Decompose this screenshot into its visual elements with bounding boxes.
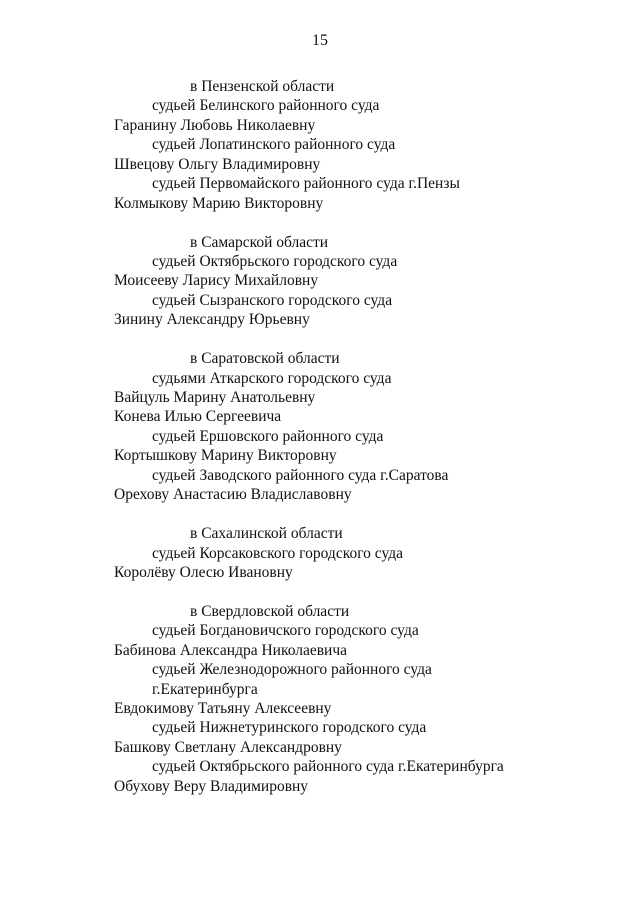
person-name: Кортышкову Марину Викторовну xyxy=(114,447,337,465)
person-name: Гаранину Любовь Николаевну xyxy=(114,116,316,134)
person-name: Королёву Олесю Ивановну xyxy=(114,563,293,581)
paragraph-gap xyxy=(0,330,640,349)
paragraph-gap xyxy=(0,582,640,601)
court-line: судьей Богдановичского городского суда xyxy=(152,622,419,640)
court-line: судьей Ершовского районного суда xyxy=(152,427,384,445)
person-name: Башкову Светлану Александровну xyxy=(114,738,342,756)
person-name: Конева Илью Сергеевича xyxy=(114,408,282,426)
court-line: судьей Октябрьского районного суда г.Екатеринбурга xyxy=(152,758,504,776)
person-name: Швецову Ольгу Владимировну xyxy=(114,155,321,173)
court-line: судьей Заводского районного суда г.Саратова xyxy=(152,466,449,484)
court-line: судьей Белинского районного суда xyxy=(152,97,380,115)
region-heading: в Пензенской области xyxy=(190,78,335,95)
region-heading: в Свердловской области xyxy=(190,602,350,620)
court-line: судьей Корсаковского городского суда xyxy=(152,544,404,562)
person-name: Бабинова Александра Николаевича xyxy=(114,641,348,659)
paragraph-gap xyxy=(0,505,640,524)
person-name: Вайцуль Марину Анатольевну xyxy=(114,389,316,406)
court-line: судьей Лопатинского районного суда xyxy=(152,136,396,154)
region-heading: в Самарской области xyxy=(190,233,329,251)
person-name: Евдокимову Татьяну Алексеевну xyxy=(114,700,332,717)
paragraph-gap xyxy=(0,213,640,232)
page-number: 15 xyxy=(312,32,328,49)
court-line: судьей Нижнетуринского городского суда xyxy=(152,719,427,737)
region-heading: в Саратовской области xyxy=(190,350,340,368)
court-line: судьей Октябрьского городского суда xyxy=(152,252,398,270)
court-line: судьей Сызранского городского суда xyxy=(152,291,393,309)
court-line: судьей Железнодорожного районного суда xyxy=(152,661,432,679)
court-line: г.Екатеринбурга xyxy=(152,680,258,698)
person-name: Моисееву Ларису Михайловну xyxy=(114,272,319,290)
court-line: судьей Первомайского районного суда г.Пензы xyxy=(152,175,460,193)
person-name: Колмыкову Марию Викторовну xyxy=(114,194,324,212)
person-name: Обухову Веру Владимировну xyxy=(114,777,309,795)
court-line: судьями Аткарского городского суда xyxy=(152,369,392,387)
person-name: Зинину Александру Юрьевну xyxy=(114,311,310,329)
person-name: Орехову Анастасию Владиславовну xyxy=(114,486,352,504)
region-heading: в Сахалинской области xyxy=(190,525,343,543)
document-body xyxy=(0,77,640,796)
